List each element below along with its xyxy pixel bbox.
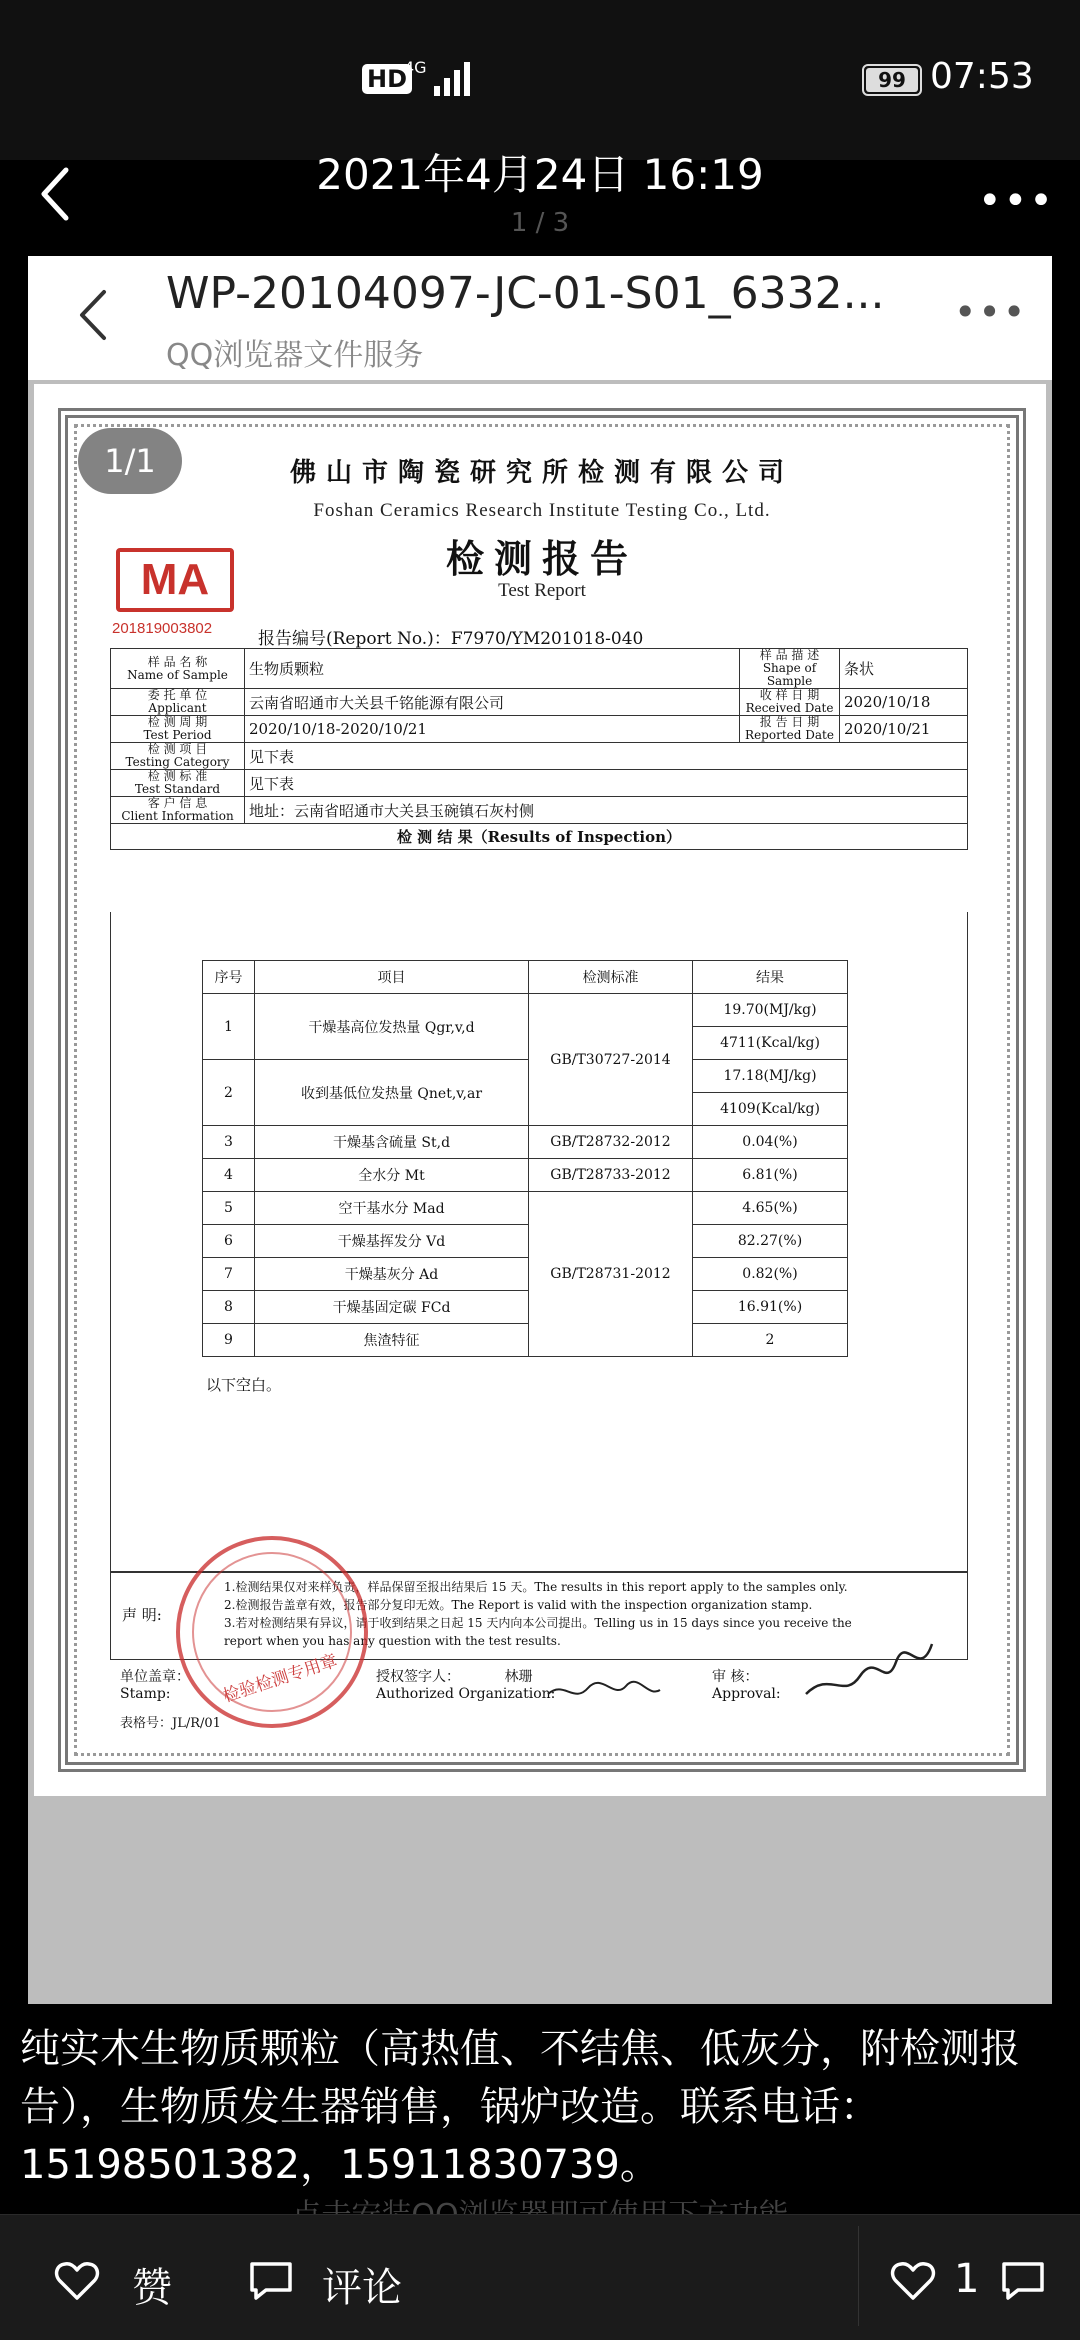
row-item: 干燥基固定碳 FCd (255, 1291, 529, 1324)
test-period: 2020/10/18-2020/10/21 (245, 716, 740, 743)
col-header: 项目 (255, 961, 529, 994)
approval-label: 审 核： Approval: (712, 1669, 781, 1702)
row-result: 17.18(MJ/kg) (693, 1060, 848, 1093)
table-row (203, 994, 848, 1027)
row-no: 5 (203, 1192, 255, 1225)
like-count: 1 (954, 2256, 980, 2302)
row-item: 全水分 Mt (255, 1159, 529, 1192)
table-row (111, 649, 968, 689)
col-header: 序号 (203, 961, 255, 994)
row-standard: GB/T30727-2014 (529, 994, 693, 1126)
row-result: 16.91(%) (693, 1291, 848, 1324)
table-row (111, 770, 968, 797)
row-result: 6.81(%) (693, 1159, 848, 1192)
field-label: 样 品 名 称 Name of Sample (111, 649, 245, 689)
cma-logo: MA (116, 548, 234, 612)
network-type: 4G (404, 58, 427, 77)
document-source: QQ浏览器文件服务 (166, 338, 424, 373)
authorized-name: 林珊 (504, 1669, 533, 1685)
row-item: 干燥基灰分 Ad (255, 1258, 529, 1291)
field-label: 客 户 信 息 Client Information (111, 797, 245, 824)
hd-indicator: HD (362, 64, 412, 94)
table-header (203, 961, 848, 994)
testing-category: 见下表 (245, 743, 968, 770)
report-title-en: Test Report (498, 580, 586, 601)
results-heading: 检 测 结 果（Results of Inspection） (111, 824, 968, 850)
table-row (203, 1258, 848, 1291)
form-number: 表格号：JL/R/01 (120, 1716, 221, 1731)
col-header: 结果 (693, 961, 848, 994)
results-table (202, 960, 848, 1357)
row-no: 4 (203, 1159, 255, 1192)
table-row (111, 689, 968, 716)
post-timestamp: 2021年4月24日 16:19 (316, 150, 764, 199)
field-label: 样 品 描 述 Shape of Sample (740, 649, 840, 689)
reported-date: 2020/10/21 (840, 716, 968, 743)
row-result: 2 (693, 1324, 848, 1357)
page-indicator: 1/1 (78, 428, 182, 494)
field-label: 检 测 项 目 Testing Category (111, 743, 245, 770)
table-row (203, 1324, 848, 1357)
table-row (203, 1126, 848, 1159)
row-no: 9 (203, 1324, 255, 1357)
company-name-cn: 佛山市陶瓷研究所检测有限公司 (289, 458, 794, 488)
row-result: 4109(Kcal/kg) (693, 1093, 848, 1126)
row-standard: GB/T28731-2012 (529, 1192, 693, 1357)
field-label: 收 样 日 期 Received Date (740, 689, 840, 716)
row-no: 2 (203, 1060, 255, 1126)
col-header: 检测标准 (529, 961, 693, 994)
table-row (203, 1291, 848, 1324)
report-number: 报告编号(Report No.)：F7970/YM201018-040 (258, 629, 644, 649)
report-title-cn: 检测报告 (445, 536, 638, 581)
declaration-line: 3.若对检测结果有异议，请于收到结果之日起 15 天内向本公司提出。Telling us in 15 days since you receive the (224, 1616, 852, 1630)
client-info: 地址：云南省昭通市大关县玉碗镇石灰村侧 (245, 797, 968, 824)
test-standard: 见下表 (245, 770, 968, 797)
row-result: 4.65(%) (693, 1192, 848, 1225)
row-no: 8 (203, 1291, 255, 1324)
stamp-text: 检验检测专用章 (220, 1650, 340, 1707)
battery-icon (862, 64, 922, 96)
signal-icon (432, 60, 474, 96)
company-name-en: Foshan Ceramics Research Institute Testing Co., Ltd. (313, 500, 771, 521)
field-label: 委 托 单 位 Applicant (111, 689, 245, 716)
applicant: 云南省昭通市大关县千铭能源有限公司 (245, 689, 740, 716)
cma-number: 201819003802 (112, 620, 213, 637)
row-no: 1 (203, 994, 255, 1060)
table-row (203, 1159, 848, 1192)
more-options-icon[interactable]: ••• (978, 178, 1055, 224)
table-row (203, 1192, 848, 1225)
document-filename: WP-20104097-JC-01-S01_6332... (166, 268, 885, 319)
declaration-line: report when you has any question with the test results. (224, 1634, 561, 1648)
field-label: 检 测 周 期 Test Period (111, 716, 245, 743)
approval-signature (800, 1640, 940, 1710)
row-item: 空干基水分 Mad (255, 1192, 529, 1225)
row-item: 收到基低位发热量 Qnet,v,ar (255, 1060, 529, 1126)
sample-shape: 条状 (840, 649, 968, 689)
row-result: 82.27(%) (693, 1225, 848, 1258)
like-button[interactable]: 赞 (132, 2265, 172, 2311)
comment-count-icon[interactable] (1000, 2258, 1046, 2304)
row-no: 6 (203, 1225, 255, 1258)
table-row (111, 743, 968, 770)
divider (858, 2226, 859, 2326)
row-item: 干燥基含硫量 St,d (255, 1126, 529, 1159)
like-icon[interactable] (54, 2258, 100, 2304)
declaration-label: 声 明: (122, 1606, 162, 1624)
row-no: 3 (203, 1126, 255, 1159)
sample-info-table (110, 648, 968, 850)
stamp-label: 单位盖章： Stamp: (120, 1669, 190, 1702)
document-more-icon[interactable]: ••• (954, 290, 1028, 334)
like-count-icon[interactable] (890, 2258, 936, 2304)
field-label: 检 测 标 准 Test Standard (111, 770, 245, 797)
declaration-line: 2.检测报告盖章有效，报告部分复印无效。The Report is valid with the inspection organization stamp. (224, 1598, 813, 1612)
table-row (203, 1060, 848, 1093)
row-result: 0.82(%) (693, 1258, 848, 1291)
signature (544, 1676, 664, 1706)
row-no: 7 (203, 1258, 255, 1291)
row-result: 0.04(%) (693, 1126, 848, 1159)
post-caption: 纯实木生物质颗粒（高热值、不结焦、低灰分，附检测报告），生物质发生器销售，锅炉改造。联系电话：15198501382，15911830739。 (20, 2026, 1020, 2188)
row-item: 焦渣特征 (255, 1324, 529, 1357)
row-result: 4711(Kcal/kg) (693, 1027, 848, 1060)
row-item: 干燥基挥发分 Vd (255, 1225, 529, 1258)
comment-button[interactable]: 评论 (322, 2265, 402, 2311)
row-standard: GB/T28733-2012 (529, 1159, 693, 1192)
authorized-label: 授权签字人： 林珊 Authorized Organization: (376, 1669, 556, 1702)
battery-level: 99 (866, 68, 918, 92)
image-counter: 1 / 3 (510, 208, 570, 238)
field-label: 报 告 日 期 Reported Date (740, 716, 840, 743)
blank-below-note: 以下空白。 (206, 1376, 282, 1394)
table-row (111, 797, 968, 824)
row-standard: GB/T28732-2012 (529, 1126, 693, 1159)
table-row (111, 716, 968, 743)
table-row (111, 824, 968, 850)
declaration-line: 1.检测结果仅对来样负责，样品保留至报出结果后 15 天。The results in this report apply to the samples only. (224, 1580, 848, 1594)
sample-name: 生物质颗粒 (245, 649, 740, 689)
row-item: 干燥基高位发热量 Qgr,v,d (255, 994, 529, 1060)
document-back-icon[interactable] (78, 288, 108, 342)
comment-icon[interactable] (248, 2258, 294, 2304)
table-row (203, 1225, 848, 1258)
clock: 07:53 (930, 56, 1034, 97)
row-result: 19.70(MJ/kg) (693, 994, 848, 1027)
received-date: 2020/10/18 (840, 689, 968, 716)
